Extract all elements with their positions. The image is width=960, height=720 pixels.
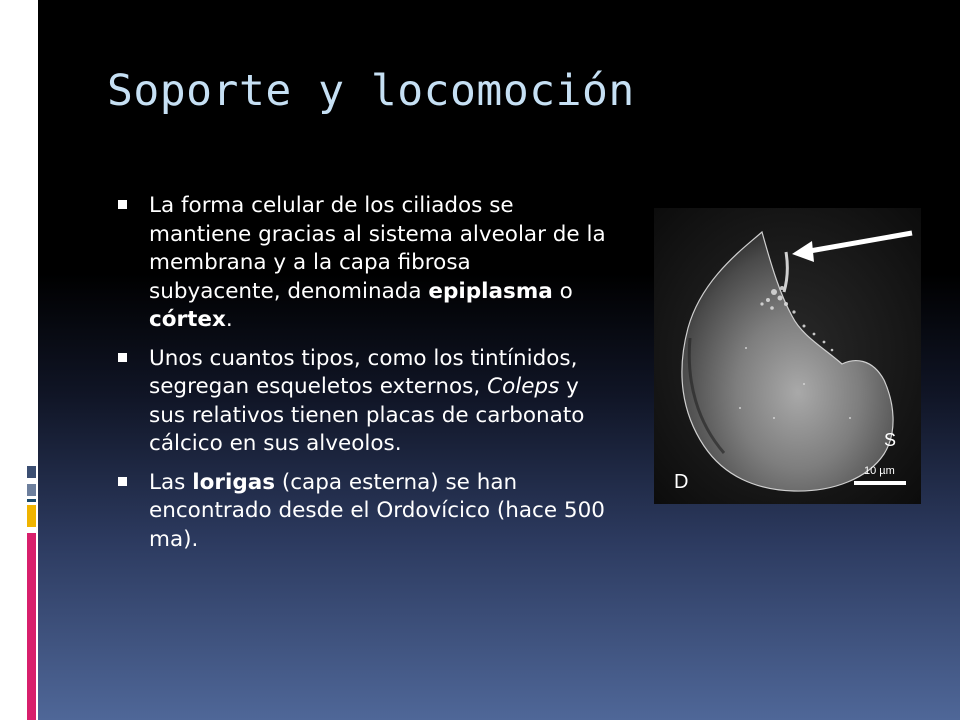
bullet-text: La forma celular de los ciliados se mantiene gracias al sistema alveolar de la membrana y a la capa fibrosa subyacente, denominada	[149, 193, 606, 304]
bullet-item	[118, 192, 608, 335]
bullet-item	[118, 345, 608, 459]
bullet-square-icon	[118, 200, 127, 209]
panel-label: D	[674, 471, 689, 493]
bullet-square-icon	[118, 353, 127, 362]
bullet-item	[118, 469, 608, 555]
bullet-text: .	[225, 307, 233, 332]
bullet-text-bold: epiplasma	[428, 278, 553, 304]
bullet-text-italic: Coleps	[487, 374, 560, 399]
accent-bar-slate	[27, 484, 36, 496]
bullet-text: y sus relativos tienen placas de carbonato cálcico en sus alveolos.	[149, 374, 585, 456]
scale-bar-label: 10 µm	[864, 465, 895, 477]
microscope-image	[654, 208, 921, 504]
accent-bar-navy	[27, 466, 36, 478]
bullet-text-bold: córtex	[149, 307, 226, 332]
bullet-text-bold: lorigas	[192, 469, 276, 495]
corner-label: S	[884, 430, 897, 450]
bullet-text: Las	[149, 469, 193, 495]
bullet-list	[118, 192, 608, 564]
accent-bar-teal	[27, 499, 36, 502]
accent-bar-gold	[27, 505, 36, 527]
accent-bar-magenta	[27, 533, 36, 720]
bullet-text: o	[552, 278, 573, 304]
bullet-text: Unos cuantos tipos, como los tintínidos, segregan esqueletos externos,	[149, 345, 578, 399]
bullet-square-icon	[118, 477, 127, 486]
slide-title: Soporte y locomoción	[107, 66, 635, 116]
bullet-text: (capa esterna) se han encontrado desde el Ordovícico (hace 500 ma).	[149, 469, 605, 552]
